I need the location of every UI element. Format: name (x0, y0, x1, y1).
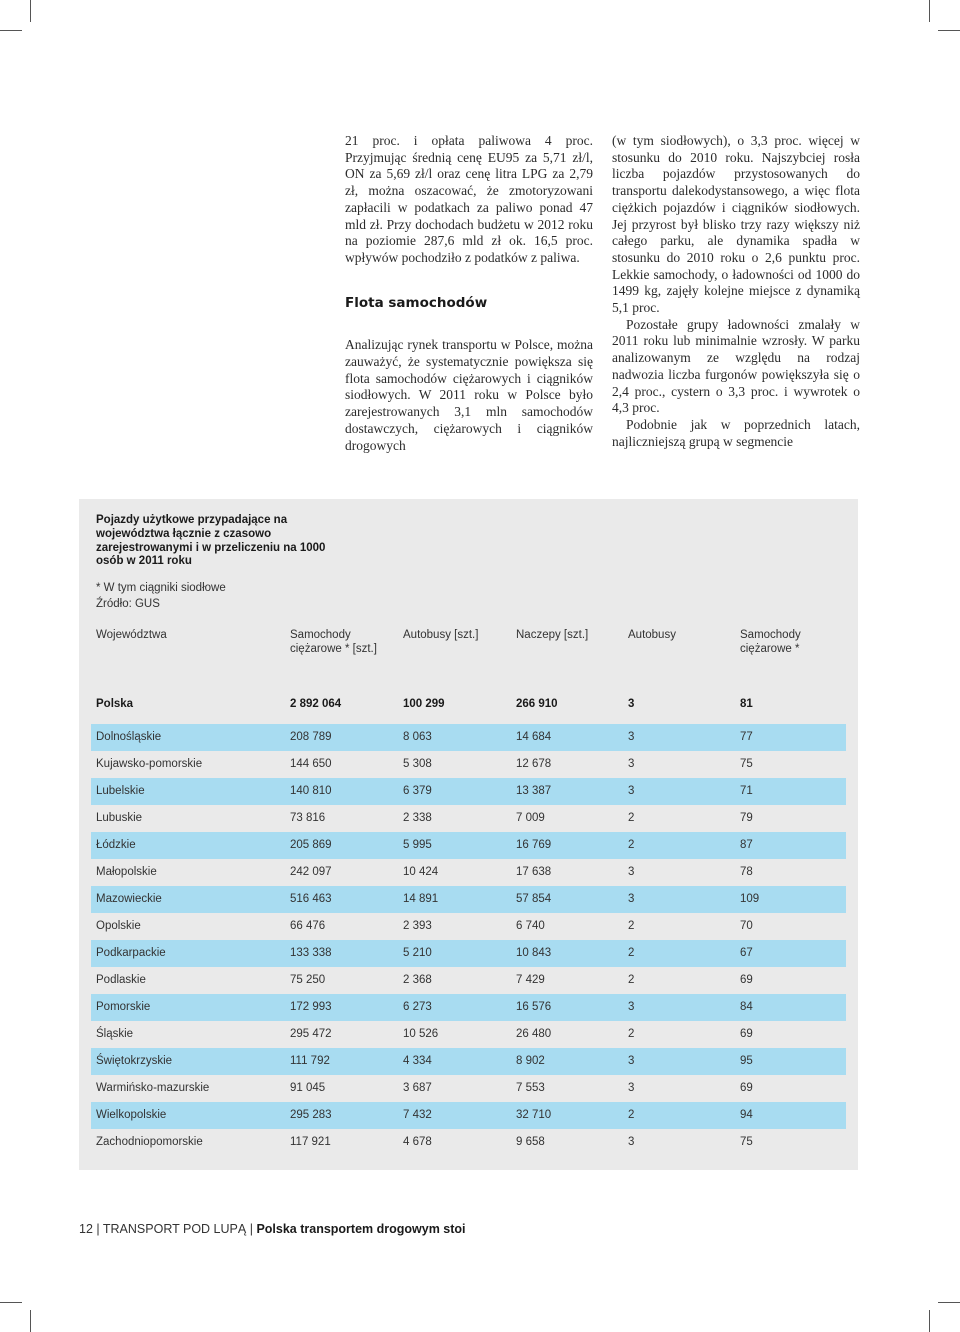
table-title: Pojazdy użytkowe przypadające na województwa łącznie z czasowo zarejestrowanymi i w przeliczeniu na 1000 osób w 2011 roku (96, 514, 326, 568)
value-cell: 10 424 (403, 866, 439, 878)
value-cell: 10 526 (403, 1028, 439, 1040)
value-cell: 87 (740, 839, 753, 851)
region-name-cell: Dolnośląskie (96, 731, 162, 743)
article-paragraph: Podobnie jak w poprzednich latach, najliczniejszą grupą w segmencie (612, 416, 860, 449)
value-cell: 2 (628, 920, 635, 932)
value-cell: 69 (740, 1028, 753, 1040)
value-cell: 5 308 (403, 758, 432, 770)
table-row (91, 1021, 846, 1048)
region-name-cell: Małopolskie (96, 866, 157, 878)
article-paragraph: 21 proc. i opłata paliwowa 4 proc. Przyjmując średnią cenę EU95 za 5,71 zł/l, ON za 5,69 zł/l oraz cenę litra LPG za 2,79 zł, można oszacować, że zmotoryzowani zapłacili w podatkach za paliwo ponad 47 mld zł. Przy dochodach budżetu w 2012 roku na poziomie 287,6 mld zł ok. 16,5 proc. wpływów pochodziło z podatków z paliwa. (345, 133, 593, 265)
table-row (91, 967, 846, 994)
value-cell: 78 (740, 866, 753, 878)
value-cell: 205 869 (290, 839, 332, 851)
value-cell: 4 334 (403, 1055, 432, 1067)
value-cell: 3 (628, 1136, 635, 1148)
value-cell: 133 338 (290, 947, 332, 959)
value-cell: 6 740 (516, 920, 545, 932)
value-cell: 295 283 (290, 1109, 332, 1121)
table-row (91, 1048, 846, 1075)
table-row (91, 778, 846, 805)
value-cell: 79 (740, 812, 753, 824)
column-header: Samochody ciężarowe * (740, 629, 801, 655)
crop-mark (938, 30, 960, 31)
table-row (91, 724, 846, 751)
section-heading: Flota samochodów (345, 294, 488, 311)
column-header: Województwa (96, 629, 167, 641)
region-name-cell: Opolskie (96, 920, 141, 932)
value-cell: 3 (628, 1082, 635, 1094)
value-cell: 81 (740, 698, 753, 710)
value-cell: 6 273 (403, 1001, 432, 1013)
column-header: Naczepy [szt.] (516, 629, 589, 641)
value-cell: 66 476 (290, 920, 326, 932)
value-cell: 3 (628, 698, 635, 710)
value-cell: 17 638 (516, 866, 552, 878)
region-name-cell: Śląskie (96, 1028, 134, 1040)
value-cell: 5 210 (403, 947, 432, 959)
crop-mark (929, 1310, 930, 1332)
value-cell: 3 (628, 893, 635, 905)
value-cell: 3 (628, 1055, 635, 1067)
region-name-cell: Polska (96, 698, 134, 710)
value-cell: 3 (628, 866, 635, 878)
value-cell: 172 993 (290, 1001, 332, 1013)
table-row (91, 751, 846, 778)
table-footnote: * W tym ciągniki siodłowe (96, 582, 226, 594)
table-row (91, 805, 846, 832)
article-paragraph: (w tym siodłowych), o 3,3 proc. więcej w stosunku do 2010 roku. Najszybciej rosła liczba pojazdów przystosowanych do transportu dalekodystansowego, a więc flota ciężkich pojazdów i ciągników siodłowych. Jej przyrost był blisko trzy razy większy niż całego parku, ale dynamika spadła w stosunku do 2010 roku o 2,6 punktu proc. Lekkie samochody, o ładowności od 1000 do 1499 kg, zajęły kolejne miejsce z dynamiką 5,1 proc. (612, 133, 860, 316)
value-cell: 69 (740, 1082, 753, 1094)
value-cell: 10 843 (516, 947, 552, 959)
value-cell: 67 (740, 947, 753, 959)
crop-mark (30, 1310, 31, 1332)
value-cell: 242 097 (290, 866, 332, 878)
value-cell: 75 (740, 1136, 753, 1148)
value-cell: 2 (628, 812, 635, 824)
article-title: Polska transportem drogowym stoi (256, 1222, 466, 1236)
value-cell: 7 429 (516, 974, 545, 986)
value-cell: 13 387 (516, 785, 552, 797)
table-source: Źródło: GUS (96, 598, 160, 610)
table-row (91, 1075, 846, 1102)
value-cell: 8 063 (403, 731, 432, 743)
value-cell: 140 810 (290, 785, 332, 797)
region-name-cell: Lubelskie (96, 785, 145, 797)
value-cell: 4 678 (403, 1136, 432, 1148)
column-header: Samochody ciężarowe * [szt.] (290, 629, 377, 655)
table-row (91, 1129, 846, 1156)
value-cell: 71 (740, 785, 753, 797)
value-cell: 3 (628, 1001, 635, 1013)
value-cell: 109 (740, 893, 760, 905)
value-cell: 69 (740, 974, 753, 986)
value-cell: 94 (740, 1109, 753, 1121)
value-cell: 208 789 (290, 731, 332, 743)
value-cell: 75 250 (290, 974, 326, 986)
value-cell: 3 (628, 731, 635, 743)
crop-mark (929, 0, 930, 22)
region-name-cell: Podlaskie (96, 974, 146, 986)
table-row (91, 832, 846, 859)
value-cell: 111 792 (290, 1055, 330, 1067)
value-cell: 9 658 (516, 1136, 545, 1148)
value-cell: 75 (740, 758, 753, 770)
value-cell: 8 902 (516, 1055, 545, 1067)
value-cell: 73 816 (290, 812, 326, 824)
value-cell: 3 (628, 785, 635, 797)
value-cell: 2 (628, 974, 635, 986)
value-cell: 7 009 (516, 812, 545, 824)
page-footer (79, 1222, 466, 1236)
value-cell: 2 368 (403, 974, 432, 986)
value-cell: 84 (740, 1001, 753, 1013)
value-cell: 7 553 (516, 1082, 545, 1094)
crop-mark (0, 1302, 22, 1303)
table-notes (96, 580, 226, 612)
article-paragraph: Analizując rynek transportu w Polsce, można zauważyć, że systematycznie powiększa się flota samochodów ciężarowych i ciągników siodłowych. W 2011 roku w Polsce było zarejestrowanych 3,1 mln samochodów dostawczych, ciężarowych i ciągników drogowych (345, 337, 593, 453)
value-cell: 7 432 (403, 1109, 432, 1121)
value-cell: 5 995 (403, 839, 432, 851)
page-number: 12 (79, 1222, 93, 1236)
article-paragraph: Pozostałe grupy ładowności zmalały w 2011 roku lub minimalnie wzrosły. W parku analizowanym ze względu na rodzaj nadwozia liczba furgonów powiększyła się o 2,4 proc., cystern o 3,3 proc. i wywrotek o 4,3 proc. (612, 316, 860, 416)
table-total-row (91, 691, 846, 718)
value-cell: 14 891 (403, 893, 439, 905)
footer-separator: | (249, 1222, 253, 1236)
value-cell: 295 472 (290, 1028, 332, 1040)
value-cell: 2 892 064 (290, 698, 342, 710)
region-name-cell: Pomorskie (96, 1001, 151, 1013)
magazine-name: TRANSPORT POD LUPĄ (102, 1222, 247, 1236)
region-name-cell: Świętokrzyskie (96, 1055, 173, 1067)
value-cell: 70 (740, 920, 753, 932)
table-row (91, 913, 846, 940)
value-cell: 3 687 (403, 1082, 432, 1094)
column-header: Autobusy [szt.] (403, 629, 479, 641)
value-cell: 3 (628, 758, 635, 770)
region-name-cell: Podkarpackie (96, 947, 166, 959)
table-row (91, 940, 846, 967)
value-cell: 516 463 (290, 893, 332, 905)
value-cell: 14 684 (516, 731, 552, 743)
article-column-right (612, 133, 860, 454)
value-cell: 16 576 (516, 1001, 552, 1013)
value-cell: 91 045 (290, 1082, 326, 1094)
value-cell: 6 379 (403, 785, 432, 797)
region-name-cell: Wielkopolskie (96, 1109, 167, 1121)
value-cell: 2 (628, 1028, 635, 1040)
value-cell: 2 (628, 1109, 635, 1121)
region-name-cell: Zachodniopomorskie (96, 1136, 203, 1148)
value-cell: 95 (740, 1055, 753, 1067)
crop-mark (30, 0, 31, 22)
region-name-cell: Lubuskie (96, 812, 143, 824)
value-cell: 12 678 (516, 758, 552, 770)
value-cell: 2 338 (403, 812, 432, 824)
region-name-cell: Warmińsko-mazurskie (96, 1082, 210, 1094)
value-cell: 77 (740, 731, 753, 743)
region-name-cell: Kujawsko-pomorskie (96, 758, 203, 770)
column-header: Autobusy (628, 629, 676, 641)
article-column-left (345, 133, 593, 454)
value-cell: 117 921 (290, 1136, 331, 1148)
region-name-cell: Mazowieckie (96, 893, 162, 905)
table-row (91, 859, 846, 886)
value-cell: 2 393 (403, 920, 432, 932)
crop-mark (938, 1302, 960, 1303)
region-name-cell: Łódzkie (96, 839, 136, 851)
value-cell: 144 650 (290, 758, 332, 770)
article-columns (345, 133, 860, 454)
value-cell: 100 299 (403, 698, 445, 710)
value-cell: 57 854 (516, 893, 552, 905)
table-row (91, 886, 846, 913)
value-cell: 32 710 (516, 1109, 552, 1121)
table-row (91, 1102, 846, 1129)
statistics-table-panel (79, 499, 858, 1170)
value-cell: 16 769 (516, 839, 552, 851)
value-cell: 2 (628, 839, 635, 851)
footer-separator: | (96, 1222, 100, 1236)
value-cell: 266 910 (516, 698, 558, 710)
table-row (91, 994, 846, 1021)
crop-mark (0, 30, 22, 31)
value-cell: 2 (628, 947, 635, 959)
value-cell: 26 480 (516, 1028, 552, 1040)
